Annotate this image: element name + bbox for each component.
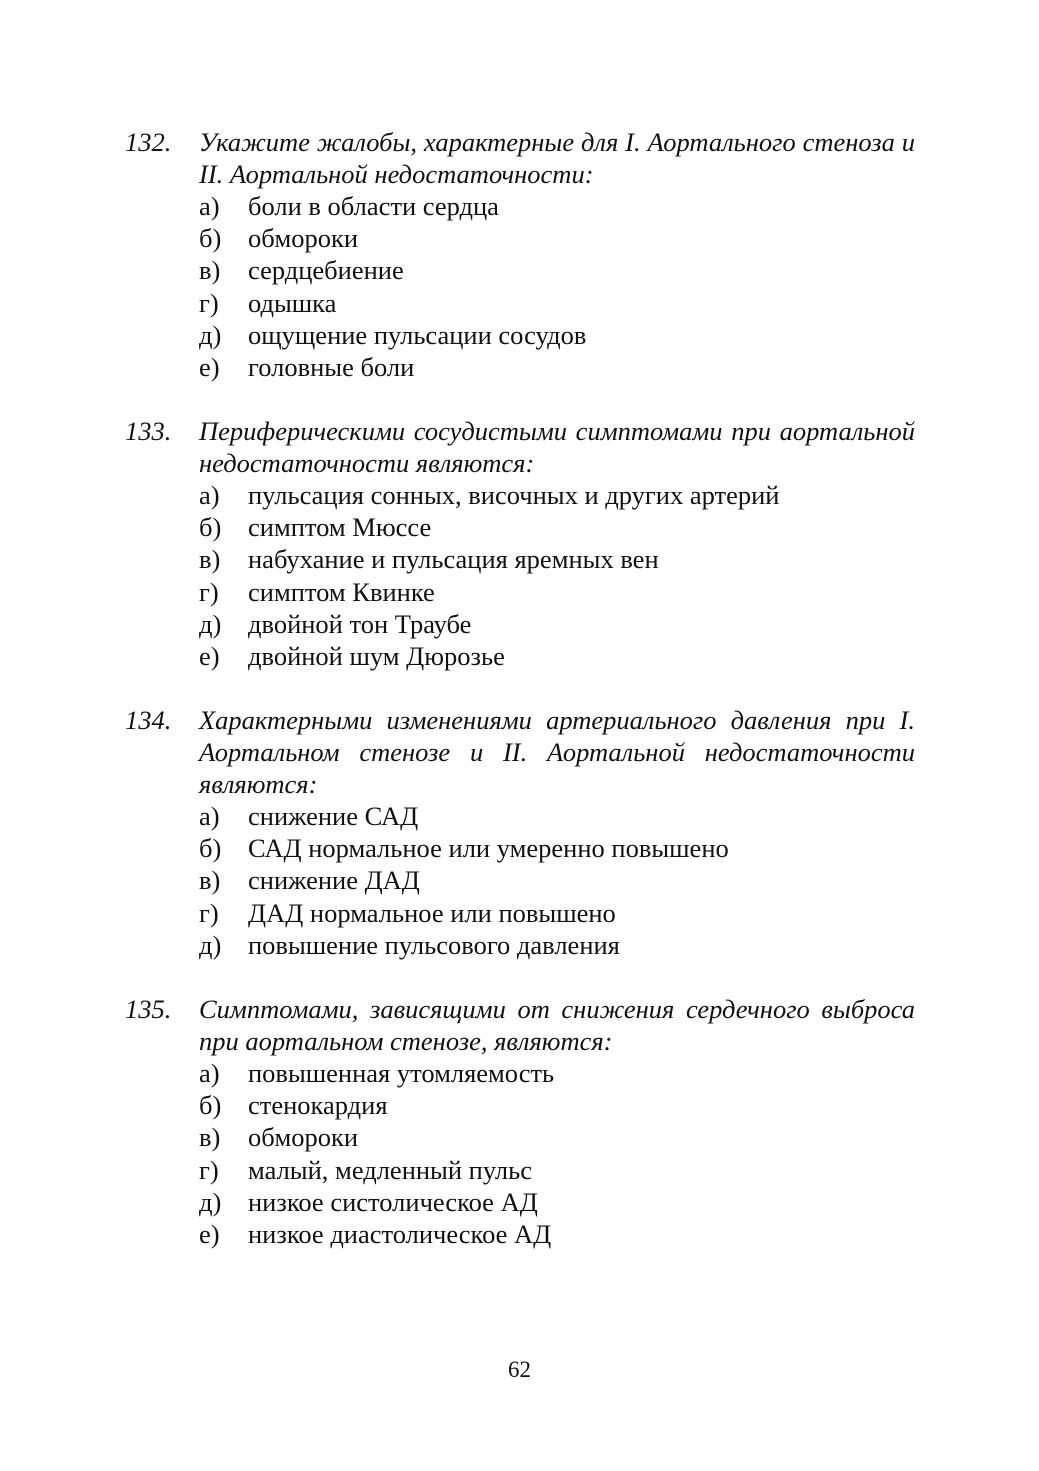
- answer-option: [199, 1057, 915, 1089]
- option-text: САД нормальное или умеренно повышено: [248, 833, 729, 864]
- option-text: повышенная утомляемость: [248, 1058, 555, 1088]
- answer-option: [199, 1121, 915, 1153]
- option-text: малый, медленный пульс: [248, 1154, 533, 1185]
- answer-option: [199, 222, 915, 254]
- answer-option: [199, 287, 915, 319]
- option-letter: г): [199, 576, 219, 607]
- option-text: симптом Мюссе: [248, 512, 432, 543]
- option-text: низкое диастолическое АД: [248, 1218, 552, 1249]
- option-letter: в): [199, 1122, 221, 1153]
- answer-option: [199, 319, 915, 351]
- option-letter: в): [199, 865, 221, 896]
- option-letter: б): [199, 1090, 222, 1121]
- option-text: головные боли: [248, 351, 415, 382]
- option-text: низкое систолическое АД: [248, 1186, 538, 1217]
- option-text: повышение пульсового давления: [248, 929, 620, 960]
- answer-option: [199, 640, 915, 672]
- option-letter: е): [199, 640, 220, 671]
- answer-option: [199, 832, 915, 864]
- answer-option: [199, 190, 915, 222]
- question-135: [125, 993, 915, 1250]
- option-letter: г): [199, 897, 219, 928]
- answer-options: [199, 190, 915, 383]
- answer-option: [199, 608, 915, 640]
- question-132: [125, 126, 915, 383]
- answer-options: [199, 1057, 915, 1250]
- answer-option: [199, 1218, 915, 1250]
- answer-option: [199, 1186, 915, 1218]
- option-letter: г): [199, 1154, 219, 1185]
- answer-option: [199, 897, 915, 929]
- answer-options: [199, 479, 915, 672]
- option-letter: д): [199, 319, 222, 350]
- answer-option: [199, 929, 915, 961]
- question-number: 133.: [125, 416, 172, 446]
- option-letter: д): [199, 1186, 222, 1217]
- option-letter: е): [199, 351, 220, 382]
- option-text: двойной тон Траубе: [248, 608, 472, 639]
- option-letter: а): [199, 801, 220, 831]
- option-text: снижение ДАД: [248, 865, 420, 896]
- answer-option: [199, 543, 915, 575]
- question-number: 134.: [125, 705, 172, 735]
- answer-option: [199, 479, 915, 511]
- option-letter: б): [199, 223, 222, 254]
- option-letter: е): [199, 1218, 220, 1249]
- option-letter: д): [199, 929, 222, 960]
- answer-options: [199, 800, 915, 961]
- option-text: одышка: [248, 287, 337, 318]
- option-text: обмороки: [248, 1122, 359, 1153]
- option-text: стенокардия: [248, 1090, 388, 1121]
- option-letter: б): [199, 512, 222, 543]
- answer-option: [199, 864, 915, 896]
- answer-option: [199, 1154, 915, 1186]
- question-text: Симптомами, зависящими от снижения сердечного выброса при аортальном стенозе, являются:: [199, 994, 915, 1056]
- option-text: обмороки: [248, 223, 359, 254]
- page-number: 62: [508, 1357, 531, 1382]
- option-text: боли в области сердца: [248, 191, 499, 221]
- answer-option: [199, 511, 915, 543]
- option-text: симптом Квинке: [248, 576, 435, 607]
- option-letter: в): [199, 255, 221, 286]
- option-letter: г): [199, 287, 219, 318]
- answer-option: [199, 1089, 915, 1121]
- question-133: [125, 415, 915, 672]
- question-number: 135.: [125, 994, 172, 1024]
- option-text: набухание и пульсация яремных вен: [248, 544, 659, 575]
- question-text: Периферическими сосудистыми симптомами при аортальной недостаточности являются:: [199, 416, 915, 478]
- option-text: двойной шум Дюрозье: [248, 640, 505, 671]
- option-text: пульсация сонных, височных и других артерий: [248, 480, 780, 510]
- option-letter: д): [199, 608, 222, 639]
- answer-option: [199, 254, 915, 286]
- question-text: Укажите жалобы, характерные для I. Аортального стеноза и II. Аортальной недостаточности:: [199, 127, 915, 189]
- option-text: ощущение пульсации сосудов: [248, 319, 587, 350]
- question-number: 132.: [125, 127, 172, 157]
- option-letter: а): [199, 191, 220, 221]
- answer-option: [199, 351, 915, 383]
- option-text: ДАД нормальное или повышено: [248, 897, 616, 928]
- option-text: снижение САД: [248, 801, 419, 831]
- option-letter: в): [199, 544, 221, 575]
- option-letter: а): [199, 1058, 220, 1088]
- option-text: сердцебиение: [248, 255, 404, 286]
- answer-option: [199, 800, 915, 832]
- question-text: Характерными изменениями артериального давления при I. Аортальном стенозе и II. Аортальной недостаточности являются:: [199, 705, 915, 799]
- answer-option: [199, 576, 915, 608]
- option-letter: б): [199, 833, 222, 864]
- question-134: [125, 704, 915, 961]
- option-letter: а): [199, 480, 220, 510]
